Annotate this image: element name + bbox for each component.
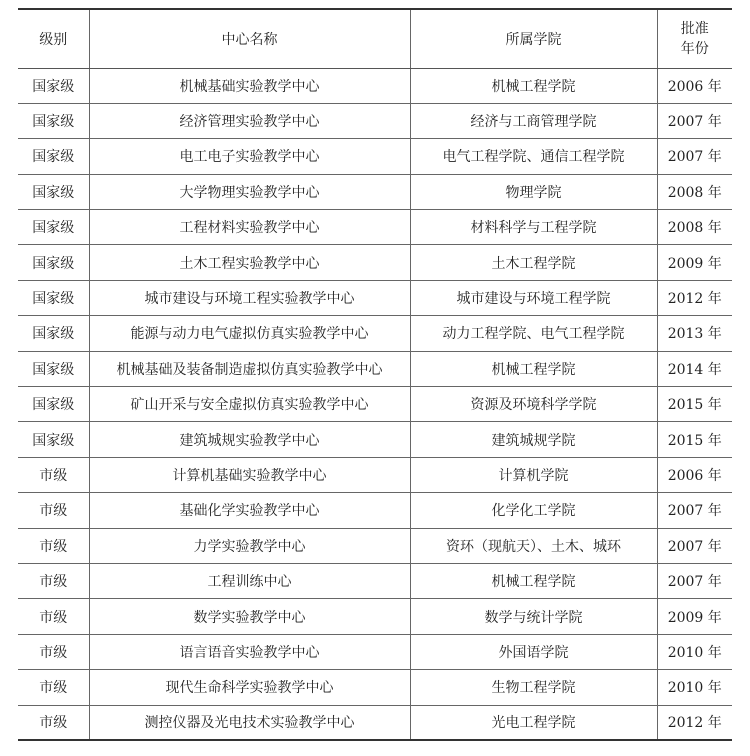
cell-level: 国家级 <box>18 210 89 245</box>
cell-college: 化学化工学院 <box>410 493 657 528</box>
cell-year: 2012 年 <box>657 705 732 740</box>
cell-center-name: 城市建设与环境工程实验教学中心 <box>89 280 410 315</box>
header-year-line1: 批准 <box>680 20 709 37</box>
cell-year: 2009 年 <box>657 245 732 280</box>
cell-year: 2007 年 <box>657 103 732 138</box>
cell-level: 国家级 <box>18 68 89 103</box>
cell-college: 动力工程学院、电气工程学院 <box>410 316 657 351</box>
cell-level: 市级 <box>18 599 89 634</box>
table-header-row <box>18 9 732 68</box>
cell-center-name: 能源与动力电气虚拟仿真实验教学中心 <box>89 316 410 351</box>
header-approval-year <box>657 9 732 68</box>
table-row <box>18 705 732 740</box>
cell-center-name: 语言语音实验教学中心 <box>89 634 410 669</box>
table-row <box>18 387 732 422</box>
cell-center-name: 基础化学实验教学中心 <box>89 493 410 528</box>
table-row <box>18 599 732 634</box>
cell-college: 建筑城规学院 <box>410 422 657 457</box>
cell-level: 市级 <box>18 634 89 669</box>
header-college: 所属学院 <box>410 9 657 68</box>
cell-level: 国家级 <box>18 103 89 138</box>
cell-college: 机械工程学院 <box>410 563 657 598</box>
cell-year: 2015 年 <box>657 387 732 422</box>
table-row <box>18 670 732 705</box>
cell-center-name: 数学实验教学中心 <box>89 599 410 634</box>
table-row <box>18 634 732 669</box>
cell-center-name: 工程训练中心 <box>89 563 410 598</box>
cell-college: 资源及环境科学学院 <box>410 387 657 422</box>
cell-level: 国家级 <box>18 280 89 315</box>
cell-year: 2006 年 <box>657 68 732 103</box>
table-row <box>18 316 732 351</box>
table-row <box>18 528 732 563</box>
header-center-name: 中心名称 <box>89 9 410 68</box>
cell-college: 数学与统计学院 <box>410 599 657 634</box>
table-row <box>18 457 732 492</box>
cell-center-name: 力学实验教学中心 <box>89 528 410 563</box>
table-row <box>18 280 732 315</box>
cell-college: 材料科学与工程学院 <box>410 210 657 245</box>
cell-center-name: 经济管理实验教学中心 <box>89 103 410 138</box>
cell-level: 市级 <box>18 493 89 528</box>
cell-center-name: 土木工程实验教学中心 <box>89 245 410 280</box>
cell-center-name: 大学物理实验教学中心 <box>89 174 410 209</box>
cell-college: 机械工程学院 <box>410 68 657 103</box>
cell-level: 市级 <box>18 705 89 740</box>
cell-center-name: 机械基础及装备制造虚拟仿真实验教学中心 <box>89 351 410 386</box>
cell-year: 2008 年 <box>657 210 732 245</box>
header-year-line2: 年份 <box>680 40 709 57</box>
cell-center-name: 机械基础实验教学中心 <box>89 68 410 103</box>
cell-center-name: 测控仪器及光电技术实验教学中心 <box>89 705 410 740</box>
table-row <box>18 563 732 598</box>
cell-college: 生物工程学院 <box>410 670 657 705</box>
cell-level: 国家级 <box>18 174 89 209</box>
cell-level: 国家级 <box>18 387 89 422</box>
cell-year: 2013 年 <box>657 316 732 351</box>
cell-year: 2007 年 <box>657 493 732 528</box>
cell-level: 国家级 <box>18 422 89 457</box>
cell-year: 2007 年 <box>657 563 732 598</box>
cell-level: 市级 <box>18 563 89 598</box>
table-row <box>18 210 732 245</box>
cell-center-name: 现代生命科学实验教学中心 <box>89 670 410 705</box>
cell-college: 光电工程学院 <box>410 705 657 740</box>
cell-college: 外国语学院 <box>410 634 657 669</box>
cell-college: 机械工程学院 <box>410 351 657 386</box>
cell-year: 2007 年 <box>657 528 732 563</box>
cell-level: 国家级 <box>18 316 89 351</box>
cell-level: 市级 <box>18 528 89 563</box>
table-row <box>18 245 732 280</box>
cell-center-name: 建筑城规实验教学中心 <box>89 422 410 457</box>
cell-year: 2015 年 <box>657 422 732 457</box>
table-row <box>18 493 732 528</box>
table-row <box>18 422 732 457</box>
table-row <box>18 351 732 386</box>
cell-center-name: 电工电子实验教学中心 <box>89 139 410 174</box>
cell-year: 2012 年 <box>657 280 732 315</box>
cell-center-name: 矿山开采与安全虚拟仿真实验教学中心 <box>89 387 410 422</box>
cell-year: 2009 年 <box>657 599 732 634</box>
table-row <box>18 174 732 209</box>
cell-level: 国家级 <box>18 351 89 386</box>
cell-level: 国家级 <box>18 245 89 280</box>
centers-table <box>18 8 732 741</box>
cell-college: 城市建设与环境工程学院 <box>410 280 657 315</box>
cell-college: 计算机学院 <box>410 457 657 492</box>
table-row <box>18 139 732 174</box>
cell-year: 2007 年 <box>657 139 732 174</box>
cell-college: 经济与工商管理学院 <box>410 103 657 138</box>
table-row <box>18 68 732 103</box>
cell-level: 市级 <box>18 457 89 492</box>
cell-year: 2008 年 <box>657 174 732 209</box>
cell-college: 电气工程学院、通信工程学院 <box>410 139 657 174</box>
cell-year: 2006 年 <box>657 457 732 492</box>
cell-college: 土木工程学院 <box>410 245 657 280</box>
cell-year: 2014 年 <box>657 351 732 386</box>
cell-college: 资环（现航天）、土木、城环 <box>410 528 657 563</box>
cell-center-name: 工程材料实验教学中心 <box>89 210 410 245</box>
cell-college: 物理学院 <box>410 174 657 209</box>
cell-year: 2010 年 <box>657 670 732 705</box>
cell-level: 国家级 <box>18 139 89 174</box>
cell-year: 2010 年 <box>657 634 732 669</box>
cell-center-name: 计算机基础实验教学中心 <box>89 457 410 492</box>
cell-level: 市级 <box>18 670 89 705</box>
header-level: 级别 <box>18 9 89 68</box>
table-row <box>18 103 732 138</box>
